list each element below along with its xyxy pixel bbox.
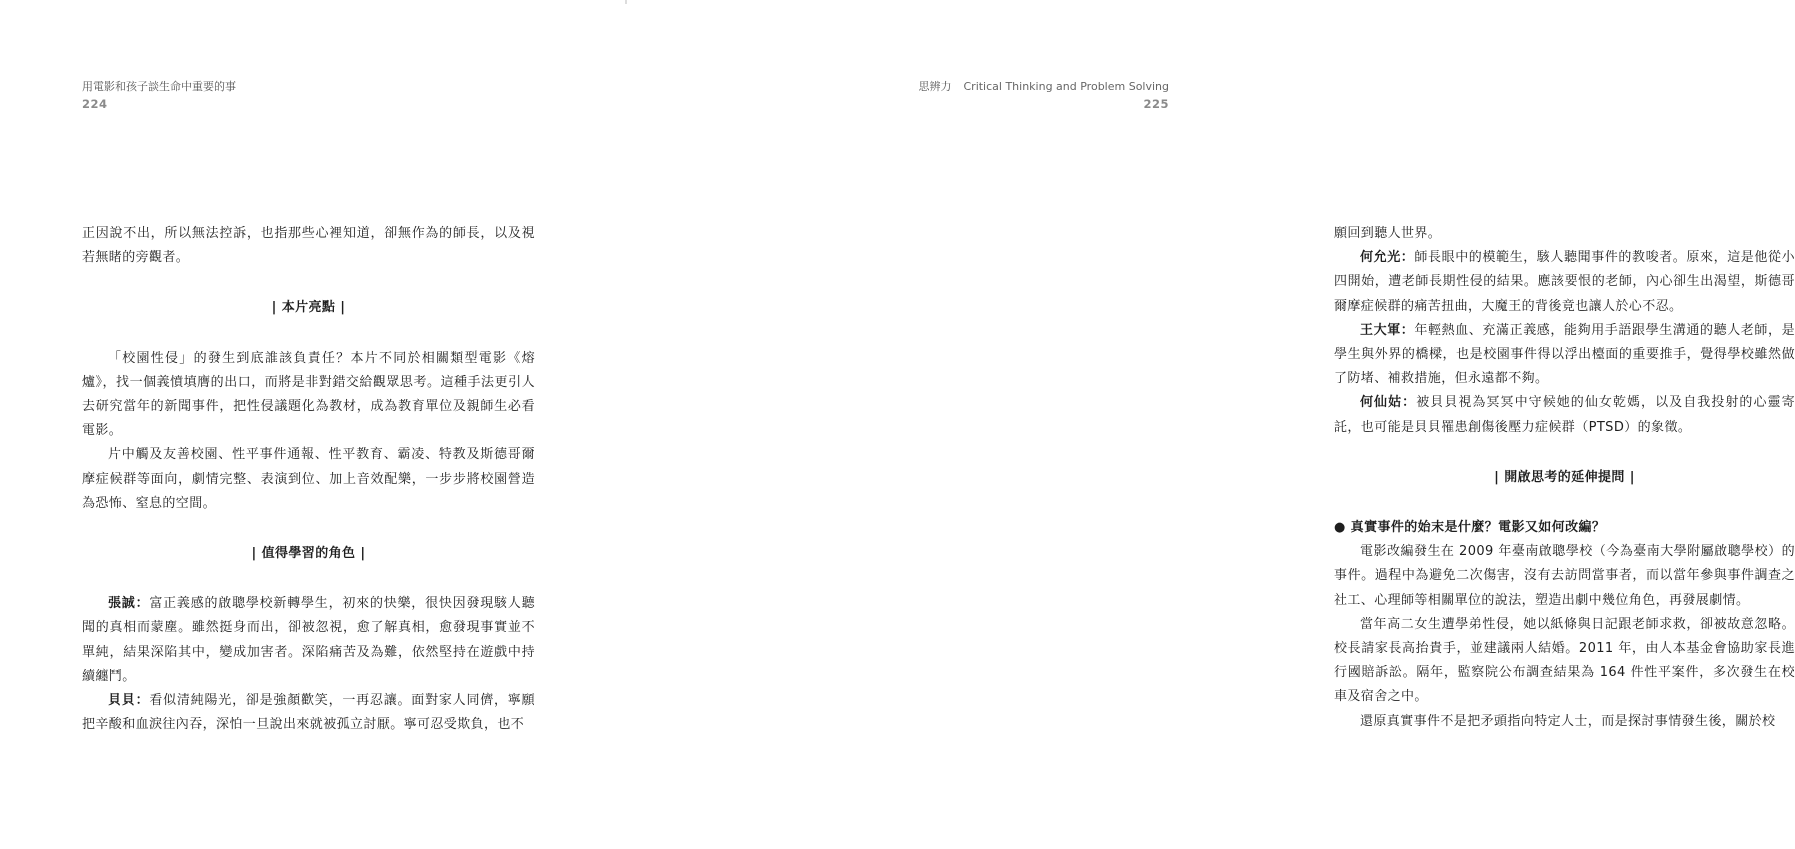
character-description: 富正義感的啟聰學校新轉學生，初來的快樂，很快因發現駭人聽聞的真相而蒙塵。雖然挺身而出，卻被忽視，愈了解真相，愈發現事實並不單純，結果深陷其中，變成加害者。深陷痛苦及為難，依然堅持在遊戲中持續纏鬥。 [82,596,535,684]
book-title: 用電影和孩子談生命中重要的事 [82,80,236,93]
paragraph: 電影改編發生在 2009 年臺南啟聰學校（今為臺南大學附屬啟聰學校）的事件。過程中為避免二次傷害，沒有去訪問當事者，而以當年參與事件調查之社工、心理師等相關單位的說法，塑造出劇中幾位角色，再發展劇情。 [1334,544,1795,608]
character-entry [1334,391,1795,439]
right-running-head [918,80,1169,111]
section-title-questions: | 開啟思考的延伸提問 | [1494,469,1635,485]
paragraph: 當年高二女生遭學弟性侵，她以紙條與日記跟老師求救，卻被故意忽略。校長請家長高抬貴手，並建議兩人結婚。2011 年，由人本基金會協助家長進行國賠訴訟。隔年，監察院公布調查結果為 164 件性平案件，多次發生在校車及宿舍之中。 [1334,616,1795,705]
character-name: 何仙姑： [1360,395,1417,411]
chapter-title-en: Critical Thinking and Problem Solving [963,80,1169,93]
right-body-text [1334,222,1795,734]
paragraph: 正因說不出，所以無法控訴，也指那些心裡知道，卻無作為的師長，以及視若無睹的旁觀者。 [82,226,535,266]
character-name: 王大軍： [1360,322,1415,338]
page-number-right: 225 [1143,97,1169,111]
paragraph: 「校園性侵」的發生到底誰該負責任？本片不同於相關類型電影《熔爐》，找一個義憤填膺的出口，而將是非對錯交給觀眾思考。這種手法更引人去研究當年的新聞事件，把性侵議題化為教材，成為教育單位及親師生必看電影。 [82,350,535,439]
character-name: 貝貝： [108,693,150,709]
section-title-highlights: | 本片亮點 | [271,300,346,316]
section-title-characters: | 值得學習的角色 | [251,546,366,562]
character-entry [82,592,535,689]
character-name: 張誠： [108,596,150,612]
left-body-text [82,222,535,737]
character-entry [1334,319,1795,392]
right-page [625,0,1795,849]
chapter-title-zh: 思辨力 [918,80,952,93]
character-entry [82,689,535,737]
left-page [0,0,624,849]
paragraph: 還原真實事件不是把矛頭指向特定人士，而是探討事情發生後，關於校 [1360,713,1776,729]
character-entry [1334,246,1795,319]
paragraph: 片中觸及友善校園、性平事件通報、性平教育、霸凌、特教及斯德哥爾摩症候群等面向，劇情完整、表演到位、加上音效配樂，一步步將校園營造為恐怖、窒息的空間。 [82,447,535,511]
character-description: 看似清純陽光，卻是強顏歡笑，一再忍讓。面對家人同儕，寧願把辛酸和血淚往內吞，深怕一旦說出來就被孤立討厭。寧可忍受欺負，也不 [82,693,535,733]
character-description: 師長眼中的模範生，駭人聽聞事件的教唆者。原來，這是他從小四開始，遭老師長期性侵的結果。應該要恨的老師，內心卻生出渴望，斯德哥爾摩症候群的痛苦扭曲，大魔王的背後竟也讓人於心不忍。 [1334,250,1795,314]
paragraph: 願回到聽人世界。 [1334,226,1442,241]
character-description: 被貝貝視為冥冥中守候她的仙女乾媽，以及自我投射的心靈寄託，也可能是貝貝罹患創傷後壓力症候群（PTSD）的象徵。 [1334,395,1795,435]
character-description: 年輕熱血、充滿正義感，能夠用手語跟學生溝通的聽人老師，是學生與外界的橋樑，也是校園事件得以浮出檯面的重要推手，覺得學校雖然做了防堵、補救措施，但永遠都不夠。 [1334,322,1795,387]
page-number-left: 224 [82,97,108,111]
left-running-head [82,80,236,111]
character-name: 何允光： [1360,250,1415,266]
question-heading: ● 真實事件的始末是什麼？電影又如何改編？ [1334,520,1606,536]
